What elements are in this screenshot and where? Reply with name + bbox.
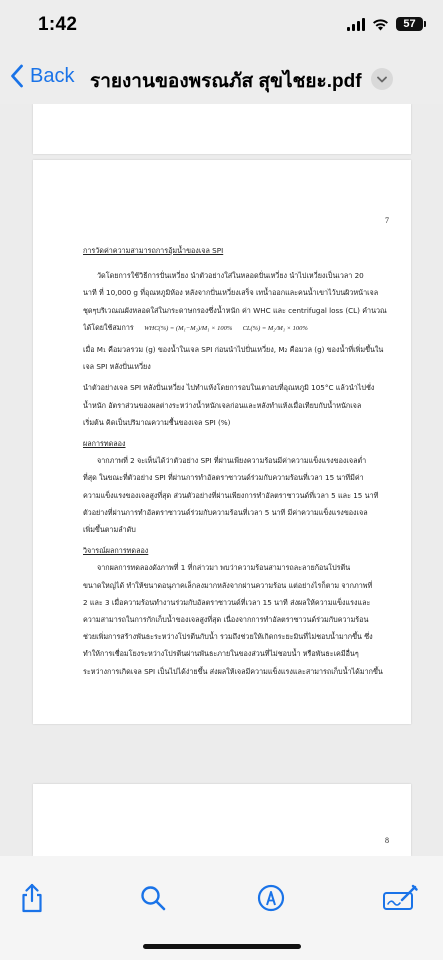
text-line: จากภาพที่ 2 จะเห็นได้ว่าตัวอย่าง SPI ที่ผ่านเพียงความร้อนมีค่าความแข็งแรงของเจลต่ำ [97, 456, 367, 466]
back-label: Back [30, 64, 75, 87]
text-line: ความสามารถในการกักเก็บน้ำของเจลสูงที่สุด เนื่องจากการทำอัลตราซาวนด์ร่วมกับความร้อน [83, 615, 369, 625]
page-number: 8 [385, 836, 389, 845]
section-title-discussion: วิจารณ์ผลการทดลอง [83, 546, 149, 556]
back-button[interactable] [10, 64, 74, 88]
text-line: เจล SPI หลังปั่นเหวี่ยง [83, 362, 151, 372]
share-icon [20, 883, 44, 913]
text-line: จากผลการทดลองดังภาพที่ 1 ที่กล่าวมา พบว่าความร้อนสามารถละลายก้อนโปรตีน [97, 563, 351, 573]
text-line: ระหว่างการเกิดเจล SPI เป็นไปได้ง่ายขึ้น ส่งผลให้เจลมีความแข็งแรงและสามารถเก็บน้ำได้มากขึ้น [83, 666, 383, 676]
text-line: วัดโดยการใช้วิธีการปั่นเหวี่ยง นำตัวอย่างใส่ในหลอดปั่นเหวี่ยง นำไปเหวี่ยงเป็นเวลา 20 [97, 271, 364, 281]
nav-bar [0, 52, 443, 104]
text-line: เมื่อ M₁ คือมวลรวม (g) ของน้ำในเจล SPI ก่อนนำไปปั่นเหวี่ยง, M₂ คือมวล (g) ของน้ำที่เพิ่มขึ้นใน [83, 345, 384, 355]
text-line: ความแข็งแรงของเจลสูงที่สุด ส่วนตัวอย่างที่ผ่านเพียงการทำอัลตราซาวนด์ที่เวลา 5 และ 15 นาที [83, 490, 379, 500]
text-line: ที่สุด ในขณะที่ตัวอย่าง SPI ที่ผ่านการทำอัลตราซาวนด์ร่วมกับความร้อนที่เวลา 15 นาทีมีค่า [83, 473, 364, 483]
cellular-signal-icon [347, 18, 365, 31]
pdf-viewer[interactable] [0, 104, 443, 856]
section-title-whc: การวัดค่าความสามารถการอุ้มน้ำของเจล SPI [83, 246, 224, 255]
status-icons [347, 17, 423, 31]
signature-button[interactable] [380, 880, 420, 916]
pdf-page-8 [33, 784, 411, 856]
formula-cl: CL(%) = M₂/M₁ × 100% [242, 324, 308, 332]
chevron-down-icon [377, 76, 387, 83]
markup-button[interactable] [253, 880, 289, 916]
text-line: ตัวอย่างที่ผ่านการทำอัลตราซาวนด์ร่วมกับความร้อนที่เวลา 5 นาที มีค่าความแข็งแรงของเจล [83, 507, 368, 517]
text-line: ขนาดใหญ่ได้ ทำให้ขนาดอนุภาคเล็กลงมากหลังจากผ่านความร้อน แต่อย่างไรก็ตาม จากภาพที่ [83, 580, 373, 590]
battery-icon: 57 [396, 17, 423, 31]
status-time: 1:42 [38, 14, 78, 35]
wifi-icon [372, 18, 389, 31]
text-line: ได้โดยใช้สมการ [83, 322, 134, 332]
chevron-left-icon [10, 64, 24, 88]
home-indicator[interactable] [143, 944, 301, 949]
page-number: 7 [385, 216, 389, 225]
text-line: เริ่มต้น คิดเป็นปริมาณความชื้นของเจล SPI (%) [83, 417, 231, 427]
signature-icon [382, 884, 418, 912]
text-line: นาที ที่ 10,000 g ที่อุณหภูมิห้อง หลังจากปั่นเหวี่ยงเสร็จ เทน้ำออกและคนน้ำเขาไว้บนผิวหน้าเจล [83, 288, 379, 298]
document-title: รายงานของพรณภัส สุขไชยะ.pdf [90, 71, 362, 92]
search-button[interactable] [135, 880, 171, 916]
section-title-results: ผลการทดลอง [83, 439, 126, 449]
markup-pen-icon [257, 884, 285, 912]
text-line: นำตัวอย่างเจล SPI หลังปั่นเหวี่ยง ไปทำแห้งโดยการอบในเตาอบที่อุณหภูมิ 105°C แล้วนำไปชั่ง [83, 383, 375, 393]
search-icon [140, 885, 166, 911]
text-line: 2 และ 3 เมื่อความร้อนทำงานร่วมกับอัลตราซาวนด์ที่เวลา 15 นาที ส่งผลให้ความแข็งแรงและ [83, 597, 371, 607]
text-line: ชุดๆบริเวณณผังหลอดใส่ในกระดาษกรองซึ่งน้ำหนัก ค่า WHC และ centrifugal loss (CL) คำนวณ [83, 305, 387, 315]
formula-line [83, 319, 388, 337]
text-line: ช่วยเพิ่มการสร้างพันธะระหว่างโปรตีนกับน้ำ รวมถึงช่วยให้เกิดกระยะมินที่ไม่ชอบน้ำมากขึ้น ซึ่ง [83, 632, 373, 642]
text-line: ทำให้การเชื่อมโยงระหว่างโปรตีนผ่านพันธะภายในของส่วนที่ไม่ชอบน้ำ หรือพันธะเคมีอื่นๆ [83, 649, 359, 659]
text-line: น้ำหนัก อัตราส่วนของผลต่างระหว่างน้ำหนักเจลก่อนและหลังทำแห้งเมื่อเทียบกับน้ำหนักเจล [83, 400, 362, 410]
status-bar [0, 0, 443, 52]
page-body [83, 242, 388, 680]
pdf-page-previous [33, 104, 411, 154]
share-button[interactable] [14, 880, 50, 916]
title-menu-button[interactable] [371, 68, 393, 90]
pdf-page-7 [33, 160, 411, 724]
formula-whc: WHC(%) = (M₁−M₂)/M₁ × 100% [144, 324, 233, 332]
text-line: เพิ่มขึ้นตามลำดับ [83, 525, 136, 535]
